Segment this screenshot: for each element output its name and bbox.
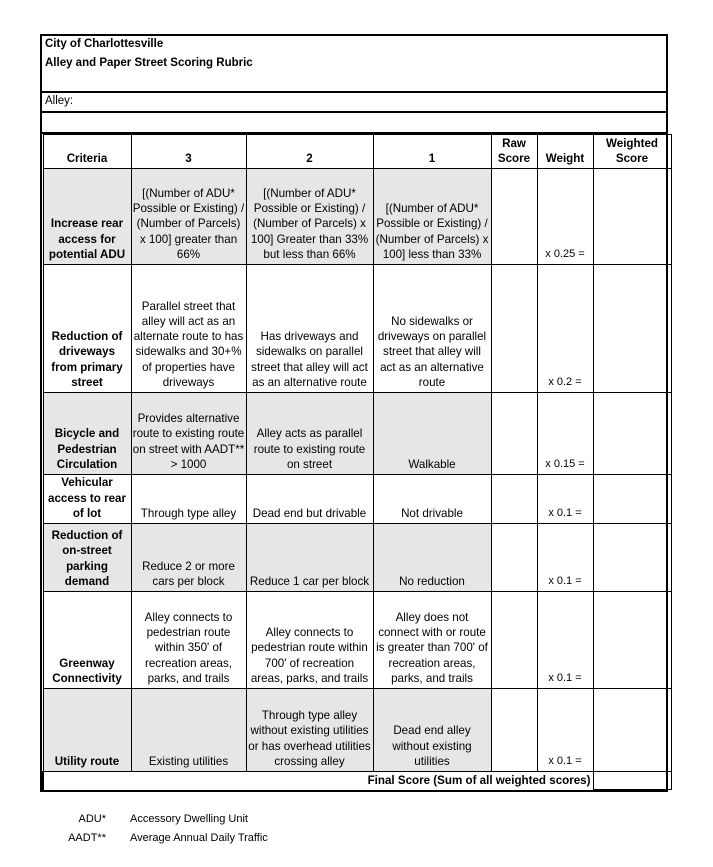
weighted-score-cell[interactable]	[593, 689, 671, 772]
score-3-description: Alley connects to pedestrian route within 350' of recreation areas, parks, and trails	[131, 592, 246, 689]
rubric-sheet	[40, 34, 668, 844]
criteria-row	[43, 689, 671, 772]
weight-cell: x 0.1 =	[537, 475, 593, 524]
score-1-description: No sidewalks or driveways on parallel street that alley will act as an alternative route	[373, 265, 491, 393]
score-1-description: [(Number of ADU* Possible or Existing) / (Number of Parcels) x 100] less than 33%	[373, 169, 491, 265]
city-title: City of Charlottesville	[45, 38, 164, 50]
score-1-description: Dead end alley without existing utilities	[373, 689, 491, 772]
raw-score-cell[interactable]	[491, 689, 537, 772]
col-header-criteria: Criteria	[43, 135, 131, 169]
raw-score-cell[interactable]	[491, 592, 537, 689]
criteria-cell: Vehicular access to rear of lot	[43, 475, 131, 524]
score-2-description: Alley acts as parallel route to existing route on street	[246, 393, 373, 475]
criteria-cell: Greenway Connectivity	[43, 592, 131, 689]
criteria-row	[43, 265, 671, 393]
legend-definition: Accessory Dwelling Unit	[130, 813, 248, 825]
rubric-table	[42, 134, 672, 790]
col-header-weighted-score: Weighted Score	[593, 135, 671, 169]
legend-abbr: AADT**	[68, 832, 106, 844]
score-3-description: Existing utilities	[131, 689, 246, 772]
weight-cell: x 0.15 =	[537, 393, 593, 475]
col-header-raw-score: Raw Score	[491, 135, 537, 169]
blank-row	[40, 111, 668, 132]
raw-score-cell[interactable]	[491, 393, 537, 475]
score-2-description: Through type alley without existing utilities or has overhead utilities crossing alley	[246, 689, 373, 772]
raw-score-cell[interactable]	[491, 475, 537, 524]
raw-score-cell[interactable]	[491, 169, 537, 265]
score-2-description: Dead end but drivable	[246, 475, 373, 524]
criteria-cell: Utility route	[43, 689, 131, 772]
raw-score-cell[interactable]	[491, 524, 537, 592]
weighted-score-cell[interactable]	[593, 169, 671, 265]
score-2-description: Has driveways and sidewalks on parallel street that alley will act as an alternative route	[246, 265, 373, 393]
score-1-description: Walkable	[373, 393, 491, 475]
score-3-description: Parallel street that alley will act as an alternate route to has sidewalks and 30+% of properties have driveways	[131, 265, 246, 393]
alley-label: Alley:	[45, 95, 74, 107]
alley-row[interactable]	[40, 91, 668, 111]
score-3-description: Provides alternative route to existing route on street with AADT** > 1000	[131, 393, 246, 475]
score-2-description: Alley connects to pedestrian route within 700' of recreation areas, parks, and trails	[246, 592, 373, 689]
weight-cell: x 0.25 =	[537, 169, 593, 265]
criteria-row	[43, 169, 671, 265]
header-row	[43, 135, 671, 169]
weighted-score-cell[interactable]	[593, 393, 671, 475]
criteria-cell: Reduction of driveways from primary street	[43, 265, 131, 393]
score-3-description: Reduce 2 or more cars per block	[131, 524, 246, 592]
score-3-description: Through type alley	[131, 475, 246, 524]
raw-score-cell[interactable]	[491, 265, 537, 393]
col-header-weight: Weight	[537, 135, 593, 169]
criteria-row	[43, 393, 671, 475]
rubric-table-frame	[40, 132, 668, 792]
weight-cell: x 0.1 =	[537, 592, 593, 689]
final-score-cell[interactable]	[593, 772, 671, 790]
criteria-row	[43, 524, 671, 592]
score-1-description: Not drivable	[373, 475, 491, 524]
col-header-3: 3	[131, 135, 246, 169]
criteria-row	[43, 592, 671, 689]
weight-cell: x 0.1 =	[537, 524, 593, 592]
col-header-1: 1	[373, 135, 491, 169]
criteria-cell: Increase rear access for potential ADU	[43, 169, 131, 265]
weighted-score-cell[interactable]	[593, 524, 671, 592]
score-3-description: [(Number of ADU* Possible or Existing) / (Number of Parcels) x 100] greater than 66%	[131, 169, 246, 265]
score-2-description: [(Number of ADU* Possible or Existing) / (Number of Parcels) x 100] Greater than 33% but less than 66%	[246, 169, 373, 265]
final-score-row	[43, 772, 671, 790]
score-2-description: Reduce 1 car per block	[246, 524, 373, 592]
criteria-cell: Reduction of on-street parking demand	[43, 524, 131, 592]
weighted-score-cell[interactable]	[593, 592, 671, 689]
legend-definition: Average Annual Daily Traffic	[130, 832, 268, 844]
criteria-row	[43, 475, 671, 524]
rubric-title: Alley and Paper Street Scoring Rubric	[45, 57, 253, 69]
sheet-header	[40, 34, 668, 91]
final-score-label: Final Score (Sum of all weighted scores)	[43, 772, 593, 790]
score-1-description: Alley does not connect with or route is greater than 700' of recreation areas, parks, and trails	[373, 592, 491, 689]
score-1-description: No reduction	[373, 524, 491, 592]
weighted-score-cell[interactable]	[593, 265, 671, 393]
criteria-cell: Bicycle and Pedestrian Circulation	[43, 393, 131, 475]
weight-cell: x 0.2 =	[537, 265, 593, 393]
weighted-score-cell[interactable]	[593, 475, 671, 524]
weight-cell: x 0.1 =	[537, 689, 593, 772]
legend-abbr: ADU*	[78, 813, 106, 825]
col-header-2: 2	[246, 135, 373, 169]
